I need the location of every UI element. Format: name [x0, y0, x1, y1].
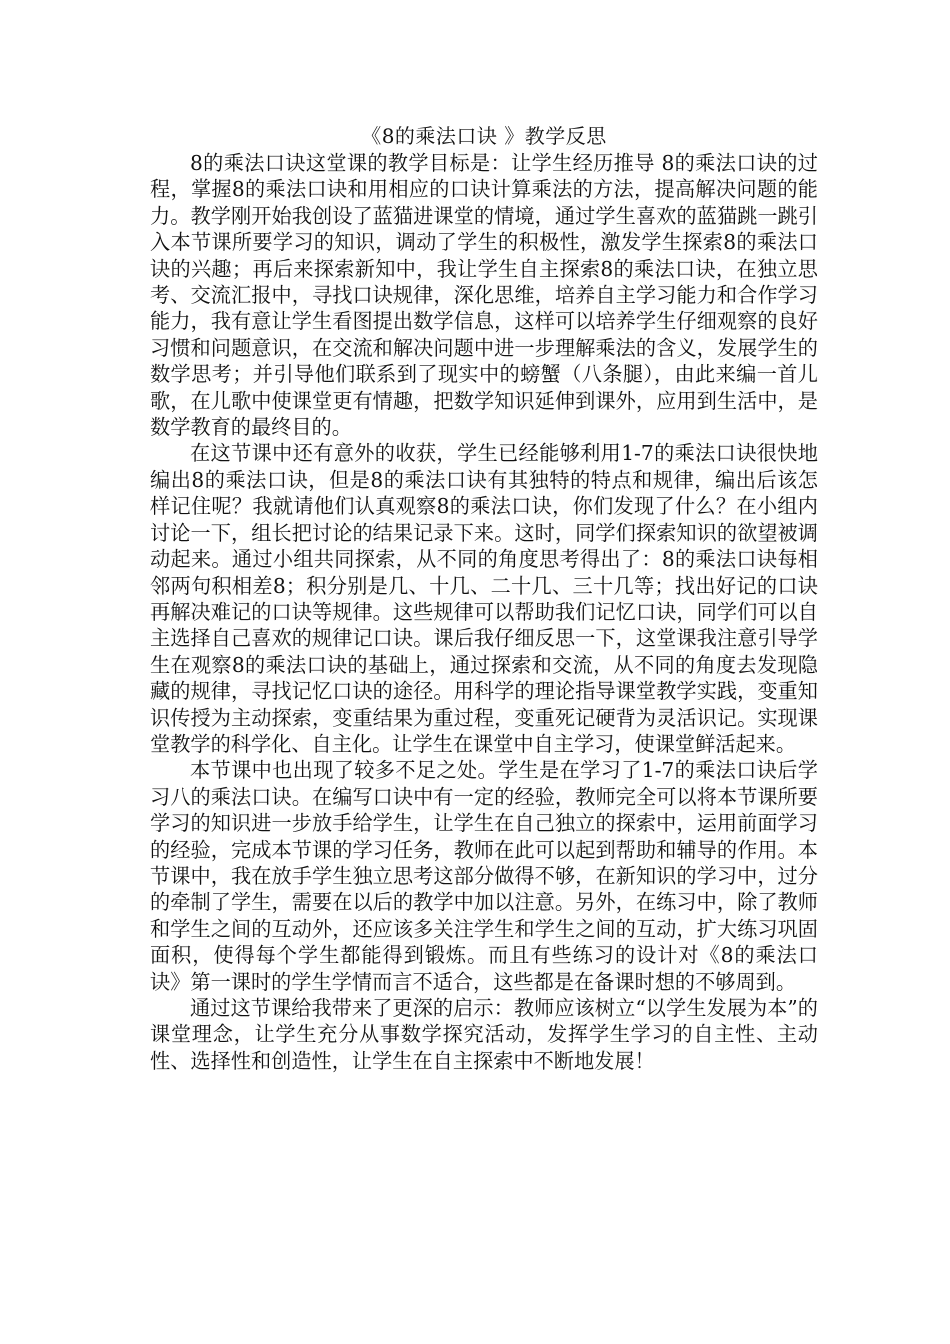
paragraph-3: 本节课中也出现了较多不足之处。学生是在学习了1-7的乘法口诀后学习八的乘法口诀。在编写口诀中有一定的经验，教师完全可以将本节课所要学习的知识进一步放手给学生，让学生在自己独立的探索中，运用前面学习的经验，完成本节课的学习任务，教师在此可以起到帮助和辅导的作用。本节课中，我在放手学生独立思考这部分做得不够，在新知识的学习中，过分的牵制了学生，需要在以后的教学中加以注意。另外，在练习中，除了教师和学生之间的互动外，还应该多关注学生和学生之间的互动，扩大练习巩固面积，使得每个学生都能得到锻炼。而且有些练习的设计对《8的乘法口诀》第一课时的学生学情而言不适合，这些都是在备课时想的不够周到。 — [150, 758, 818, 994]
document-title: 《8的乘法口诀 》教学反思 — [361, 124, 607, 148]
document-page — [150, 122, 818, 1074]
paragraph-4: 通过这节课给我带来了更深的启示：教师应该树立“以学生发展为本”的课堂理念，让学生充分从事数学探究活动，发挥学生学习的自主性、主动性、选择性和创造性，让学生在自主探索中不断地发展！ — [150, 996, 818, 1073]
paragraph-1: 8的乘法口诀这堂课的教学目标是：让学生经历推导 8的乘法口诀的过程，掌握8的乘法口诀和用相应的口诀计算乘法的方法，提高解决问题的能力。教学刚开始我创设了蓝猫进课堂的情境，通过学生喜欢的蓝猫跳一跳引入本节课所要学习的知识，调动了学生的积极性，激发学生探索8的乘法口诀的兴趣；再后来探索新知中，我让学生自主探索8的乘法口诀，在独立思考、交流汇报中，寻找口诀规律，深化思维，培养自主学习能力和合作学习能力，我有意让学生看图提出数学信息，这样可以培养学生仔细观察的良好习惯和问题意识，在交流和解决问题中进一步理解乘法的含义，发展学生的数学思考；并引导他们联系到了现实中的螃蟹（八条腿），由此来编一首儿歌，在儿歌中使课堂更有情趣，把数学知识延伸到课外，应用到生活中，是数学教育的最终目的。 — [150, 151, 818, 440]
paragraph-2: 在这节课中还有意外的收获，学生已经能够利用1-7的乘法口诀很快地编出8的乘法口诀，但是8的乘法口诀有其独特的特点和规律，编出后该怎样记住呢？我就请他们认真观察8的乘法口诀，你们发现了什么？在小组内讨论一下，组长把讨论的结果记录下来。这时，同学们探索知识的欲望被调动起来。通过小组共同探索，从不同的角度思考得出了：8的乘法口诀每相邻两句积相差8；积分别是几、十几、二十几、三十几等；找出好记的口诀再解决难记的口诀等规律。这些规律可以帮助我们记忆口诀，同学们可以自主选择自己喜欢的规律记口诀。课后我仔细反思一下，这堂课我注意引导学生在观察8的乘法口诀的基础上，通过探索和交流，从不同的角度去发现隐藏的规律，寻找记忆口诀的途径。用科学的理论指导课堂教学实践，变重知识传授为主动探索，变重结果为重过程，变重死记硬背为灵活识记。实现课堂教学的科学化、自主化。让学生在课堂中自主学习，使课堂鲜活起来。 — [150, 441, 818, 756]
